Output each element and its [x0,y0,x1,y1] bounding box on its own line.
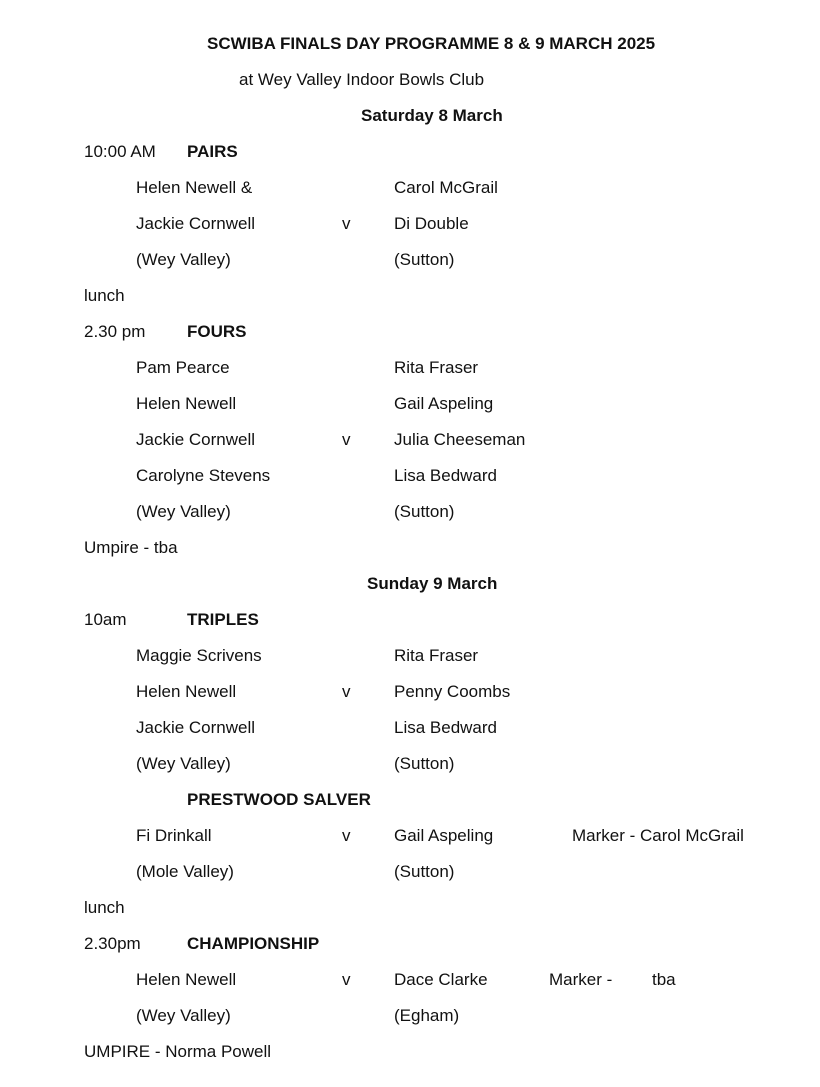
triples-right-player: Lisa Bedward [394,718,498,737]
fours-left-club: (Wey Valley) [136,502,231,521]
triples-left-player: Helen Newell [136,682,237,701]
salver-right-club: (Sutton) [394,862,455,881]
salver-right-player: Gail Aspeling [394,826,494,845]
saturday-lunch: lunch [84,286,125,305]
salver-marker: Marker - Carol McGrail [572,826,744,845]
fours-time: 2.30 pm [84,322,146,341]
fours-left-player: Helen Newell [136,394,237,413]
pairs-left-player: Jackie Cornwell [136,214,256,233]
salver-left-player: Fi Drinkall [136,826,212,845]
triples-left-club: (Wey Valley) [136,754,231,773]
triples-right-player: Rita Fraser [394,646,479,665]
championship-left-player: Helen Newell [136,970,237,989]
triples-left-player: Maggie Scrivens [136,646,262,665]
championship-marker-label: Marker - [549,970,613,989]
sunday-lunch: lunch [84,898,125,917]
salver-versus: v [342,826,351,845]
championship-event: CHAMPIONSHIP [187,934,320,953]
saturday-umpire: Umpire - tba [84,538,178,557]
page-title: SCWIBA FINALS DAY PROGRAMME 8 & 9 MARCH 2025 [207,34,656,53]
fours-left-player: Carolyne Stevens [136,466,271,485]
pairs-right-player: Di Double [394,214,469,233]
triples-event: TRIPLES [187,610,259,629]
pairs-versus: v [342,214,351,233]
pairs-right-player: Carol McGrail [394,178,498,197]
championship-versus: v [342,970,351,989]
pairs-event: PAIRS [187,142,238,161]
triples-time: 10am [84,610,127,629]
salver-left-club: (Mole Valley) [136,862,234,881]
pairs-left-player: Helen Newell & [136,178,253,197]
fours-right-player: Rita Fraser [394,358,479,377]
fours-right-player: Gail Aspeling [394,394,494,413]
triples-left-player: Jackie Cornwell [136,718,256,737]
championship-right-club: (Egham) [394,1006,460,1025]
salver-event: PRESTWOOD SALVER [187,790,371,809]
venue: at Wey Valley Indoor Bowls Club [239,70,485,89]
championship-left-club: (Wey Valley) [136,1006,231,1025]
championship-marker-value: tba [652,970,676,989]
pairs-left-club: (Wey Valley) [136,250,231,269]
triples-right-club: (Sutton) [394,754,455,773]
fours-versus: v [342,430,351,449]
pairs-time: 10:00 AM [84,142,156,161]
fours-left-player: Jackie Cornwell [136,430,256,449]
pairs-right-club: (Sutton) [394,250,455,269]
fours-right-player: Lisa Bedward [394,466,498,485]
fours-left-player: Pam Pearce [136,358,230,377]
fours-right-club: (Sutton) [394,502,455,521]
sunday-heading: Sunday 9 March [367,574,498,593]
fours-right-player: Julia Cheeseman [394,430,526,449]
championship-time: 2.30pm [84,934,141,953]
fours-event: FOURS [187,322,247,341]
triples-right-player: Penny Coombs [394,682,511,701]
triples-versus: v [342,682,351,701]
sunday-umpire: UMPIRE - Norma Powell [84,1042,272,1061]
saturday-heading: Saturday 8 March [361,106,503,125]
championship-right-player: Dace Clarke [394,970,488,989]
